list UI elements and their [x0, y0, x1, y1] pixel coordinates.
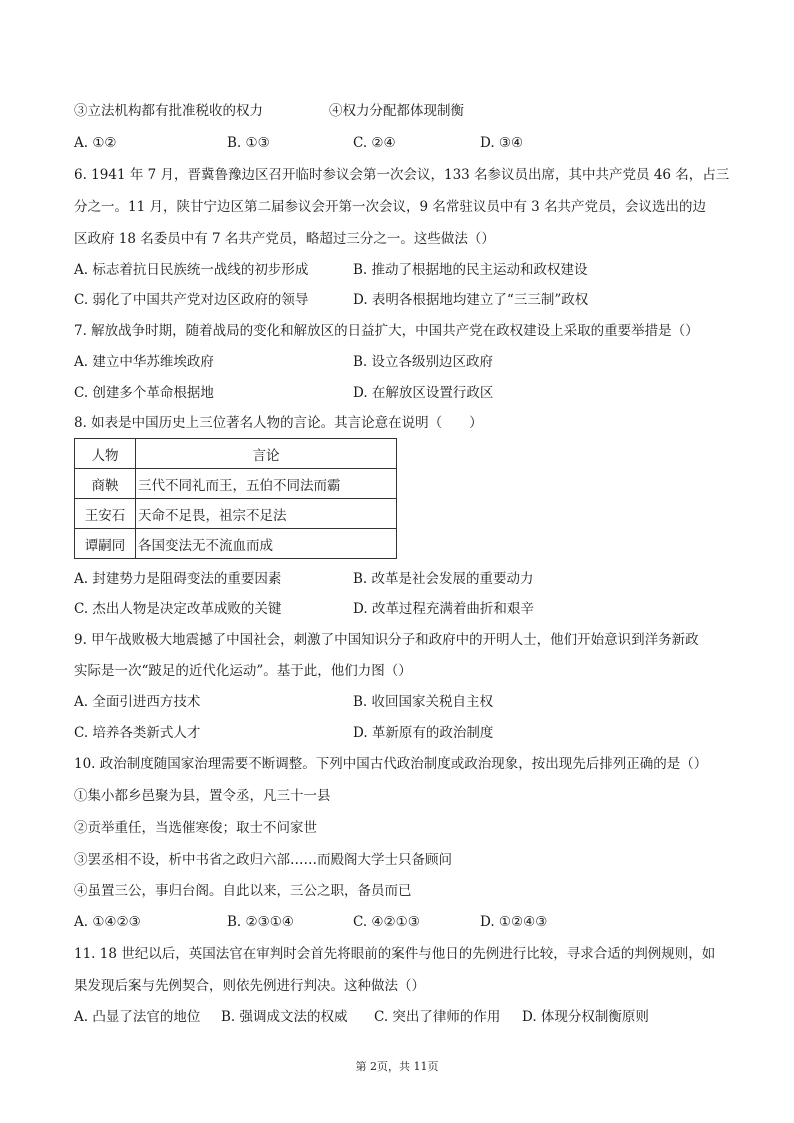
q10-item-1: ①集小都乡邑聚为县，置令丞，凡三十一县 [74, 788, 331, 804]
q10-item-2: ②贡举重任，当选催寒俊；取士不问家世 [74, 820, 317, 836]
table-row [75, 469, 397, 499]
option-b: B. 推动了根据地的民主运动和政权建设 [353, 262, 588, 278]
option-d: D. ①②④③ [480, 914, 548, 930]
option-b: B. 改革是社会发展的重要动力 [353, 571, 534, 587]
option-c: C. 弱化了中国共产党对边区政府的领导 [74, 292, 309, 308]
header-quote: 言论 [136, 439, 397, 469]
option-d: D. 改革过程充满着曲折和艰辛 [353, 601, 534, 617]
option-c: C. ②④ [353, 135, 396, 151]
option-a: A. 全面引进西方技术 [74, 694, 201, 710]
q9-stem-line-2: 实际是一次“跛足的近代化运动”。基于此，他们力图（） [74, 663, 412, 679]
option-a: A. ①④②③ [74, 914, 141, 930]
person-cell: 王安石 [75, 499, 136, 529]
option-b: B. 设立各级别边区政府 [353, 354, 494, 370]
table-header-row [75, 439, 397, 469]
option-c: C. 突出了律师的作用 [374, 1009, 501, 1025]
statement-3: ③立法机构都有批准税收的权力 [74, 103, 263, 119]
quote-cell: 三代不同礼而王，五伯不同法而霸 [136, 469, 397, 499]
q11-stem-line-2: 果发现后案与先例契合，则依先例进行判决。这种做法（） [74, 978, 425, 994]
quote-cell: 天命不足畏，祖宗不足法 [136, 499, 397, 529]
option-a: A. 封建势力是阻碍变法的重要因素 [74, 571, 282, 587]
statement-4: ④权力分配都体现制衡 [329, 103, 464, 119]
option-d: D. 表明各根据地均建立了“三三制”政权 [353, 292, 589, 308]
person-cell: 商鞅 [75, 469, 136, 499]
option-d: D. ③④ [480, 135, 524, 151]
option-d: D. 革新原有的政治制度 [353, 725, 494, 741]
option-b: B. 强调成文法的权威 [221, 1009, 348, 1025]
q10-stem: 10. 政治制度随国家治理需要不断调整。下列中国古代政治制度或政治现象，按出现先后排列正确的是（） [74, 756, 708, 772]
q8-stem: 8. 如表是中国历史上三位著名人物的言论。其言论意在说明（ ） [74, 415, 483, 431]
option-c: C. 创建多个革命根据地 [74, 385, 214, 401]
quote-cell: 各国变法无不流血而成 [136, 529, 397, 559]
q11-stem-line-1: 11. 18 世纪以后，英国法官在审判时会首先将眼前的案件与他日的先例进行比较，寻求合适的判例规则，如 [74, 946, 716, 962]
person-cell: 谭嗣同 [75, 529, 136, 559]
q6-stem-line-2: 分之一。11 月，陕甘宁边区第二届参议会开第一次会议，9 名常驻议员中有 3 名共产党员，会议选出的边 [74, 199, 707, 215]
table-row [75, 529, 397, 559]
q10-item-4: ④虽置三公，事归台阁。自此以来，三公之职，备员而已 [74, 883, 412, 899]
option-a: A. 标志着抗日民族统一战线的初步形成 [74, 262, 309, 278]
option-b: B. ①③ [227, 135, 270, 151]
header-person: 人物 [75, 439, 136, 469]
option-b: B. ②③①④ [227, 914, 294, 930]
option-a: A. 建立中华苏维埃政府 [74, 354, 214, 370]
table-row [75, 499, 397, 529]
quotes-table [74, 438, 397, 559]
option-c: C. ④②①③ [353, 914, 420, 930]
q6-stem-line-3: 区政府 18 名委员中有 7 名共产党员，略超过三分之一。这些做法（） [74, 231, 495, 247]
option-c: C. 培养各类新式人才 [74, 725, 201, 741]
page-number: 第 2页，共 11页 [355, 1060, 439, 1073]
q7-stem: 7. 解放战争时期，随着战局的变化和解放区的日益扩大，中国共产党在政权建设上采取的重要举措是（） [74, 323, 699, 339]
q9-stem-line-1: 9. 甲午战败极大地震撼了中国社会，刺激了中国知识分子和政府中的开明人士，他们开始意识到洋务新政 [74, 632, 699, 648]
option-a: A. ①② [74, 135, 117, 151]
option-b: B. 收回国家关税自主权 [353, 694, 494, 710]
q10-item-3: ③罢丞相不设，析中书省之政归六部……而殿阁大学士只备顾问 [74, 852, 452, 868]
q6-stem-line-1: 6. 1941 年 7 月，晋冀鲁豫边区召开临时参议会第一次会议，133 名参议员出席，其中共产党员 46 名，占三 [74, 167, 730, 183]
option-d: D. 体现分权制衡原则 [522, 1009, 649, 1025]
option-c: C. 杰出人物是决定改革成败的关键 [74, 601, 282, 617]
option-a: A. 凸显了法官的地位 [74, 1009, 201, 1025]
option-d: D. 在解放区设置行政区 [353, 385, 494, 401]
